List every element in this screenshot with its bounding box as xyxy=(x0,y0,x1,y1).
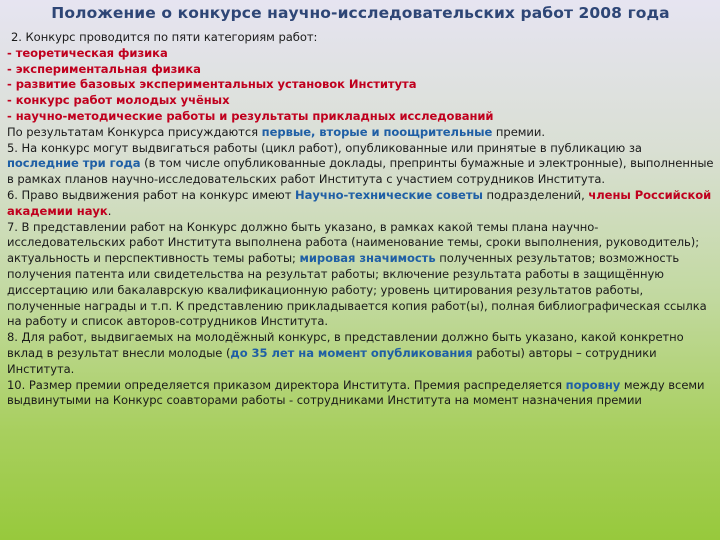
section-5-paragraph xyxy=(7,141,714,188)
prizes-text-end: премии. xyxy=(492,124,545,139)
section-10-highlight: поровну xyxy=(565,377,621,392)
category-list xyxy=(7,46,714,125)
section-8-text: 8. Для работ, выдвигаемых на молодёжный конкурс, в представлении должно быть указано, какой конкретно вклад в результат внесли молодые ( xyxy=(7,330,684,360)
section-5-highlight: последние три года xyxy=(7,156,141,171)
section-10-text: 10. Размер премии определяется приказом директора Института. Премия распределяется xyxy=(7,377,566,392)
section-10-paragraph xyxy=(7,378,714,410)
section-6-paragraph xyxy=(7,188,714,220)
prizes-highlight: первые, вторые и поощрительные xyxy=(261,124,493,139)
category-item: - экспериментальная физика xyxy=(7,61,201,76)
section-7-text: 7. В представлении работ на Конкурс должно быть указано, в рамках какой темы плана научно-исследовательских работ Института выполнена работа (наименование темы, сроки выполнения, руководитель); актуальность и перспективность темы работы; xyxy=(7,219,700,266)
section-6-text: 6. Право выдвижения работ на конкурс имеют xyxy=(7,187,296,202)
section-6-highlight-academy: члены Российской академии наук xyxy=(7,187,712,218)
slide-title: Положение о конкурсе научно-исследовательских работ 2008 года xyxy=(51,4,670,22)
section-6-highlight-councils: Научно-технические советы xyxy=(295,187,483,202)
category-item: - конкурс работ молодых учёных xyxy=(7,93,230,108)
prizes-paragraph xyxy=(7,125,714,141)
section-10-text-end: между всеми выдвинутыми на Конкурс соавторами работы - сотрудниками Института на момент назначения премии xyxy=(7,377,705,408)
slide-body xyxy=(7,30,714,409)
section-8-text-end: работы) авторы – сотрудники Института. xyxy=(7,345,657,376)
category-item: - научно-методические работы и результаты прикладных исследований xyxy=(7,108,494,123)
section-6-text-end: . xyxy=(107,203,112,218)
section-5-text: 5. На конкурс могут выдвигаться работы (цикл работ), опубликованные или принятые в публикацию за xyxy=(7,140,642,155)
section-7-text-end: полученных результатов; возможность получения патента или свидетельства на результат работы; включение результата работы в защищённую диссертацию или бакалаврскую квалификационную работу; уровень цитирования результатов работы, полученные награды и т.п. К представлению прикладывается копия работ(ы), полная библиографическая ссылка на работу и список авторов-сотрудников Института. xyxy=(7,251,707,329)
section-5-text-end: (в том числе опубликованные доклады, препринты бумажные и электронные), выполненные в рамках планов научно-исследовательских работ Института с участием сотрудников Института. xyxy=(7,156,714,187)
section-2-intro: 2. Конкурс проводится по пяти категориям работ: xyxy=(11,30,318,44)
category-item: - теоретическая физика xyxy=(7,45,168,60)
category-item: - развитие базовых экспериментальных установок Института xyxy=(7,77,417,92)
section-8-paragraph xyxy=(7,330,714,377)
section-7-paragraph xyxy=(7,220,714,331)
section-8-highlight: до 35 лет на момент опубликования xyxy=(230,345,473,360)
prizes-text: По результатам Конкурса присуждаются xyxy=(7,124,262,139)
section-6-text-mid: подразделений, xyxy=(482,187,589,202)
section-7-highlight: мировая значимость xyxy=(299,251,436,266)
